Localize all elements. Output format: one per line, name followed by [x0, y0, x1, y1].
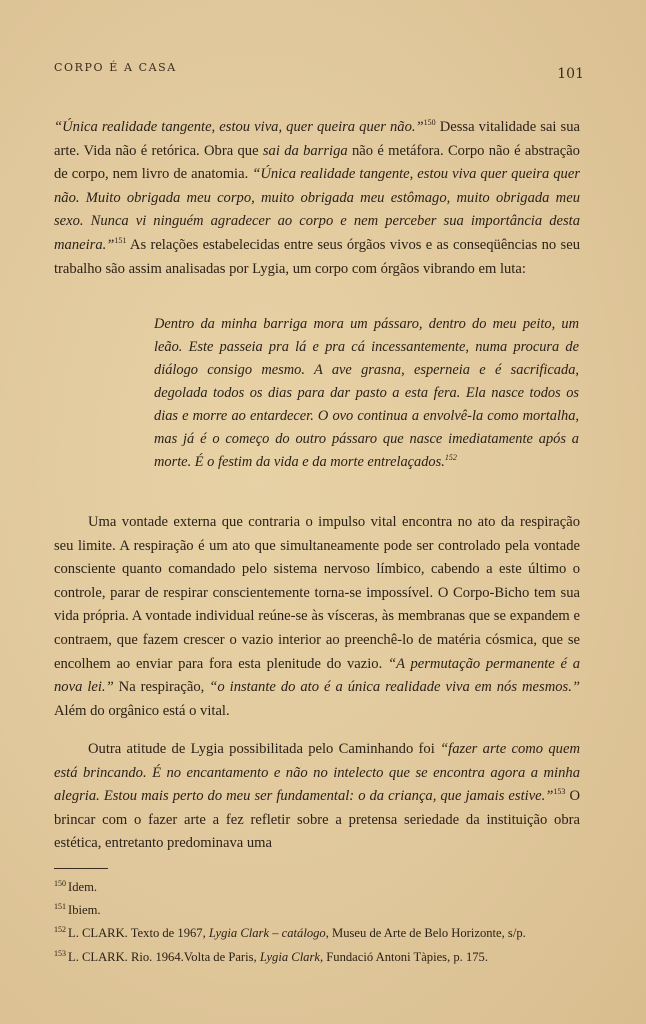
footnote-text: , Museu de Arte de Belo Horizonte, s/p.: [325, 926, 526, 941]
running-header: CORPO É A CASA: [54, 61, 177, 74]
paragraph-2: [54, 511, 580, 723]
footnote: [54, 897, 580, 920]
footnote-ref[interactable]: 151: [114, 236, 127, 246]
footnote-number: 153: [54, 948, 66, 958]
body-text: Na respiração,: [113, 679, 210, 696]
footnote-text: L. CLARK. Texto de 1967,: [68, 926, 209, 941]
footnotes: [54, 874, 580, 967]
footnote: [54, 874, 580, 897]
page-number: 101: [557, 66, 584, 82]
paragraph-1: [54, 116, 580, 281]
quote: “A permutação permanente é a nova lei.”: [54, 655, 581, 696]
footnote-title: Lygia Clark – catálogo: [208, 926, 326, 941]
body-text: Além do orgânico está o vital.: [54, 702, 230, 719]
quote: “Única realidade tangente, estou viva quer queira quer não. Muito obrigada meu corpo, muito obrigada meu estômago, muito obrigada meu sexo. Nunca vi ninguém agradecer ao corpo e nem perceber sua importância desta maneira.”: [54, 166, 580, 253]
footnote: [54, 944, 580, 967]
quote: “o instante do ato é a única realidade viva em nós mesmos.”: [209, 679, 580, 696]
footnote-ref[interactable]: 150: [423, 118, 436, 128]
body-text: O brincar com o fazer arte a fez refletir sobre a pretensa seriedade da instituição obra estética, entretanto predominava uma: [54, 788, 580, 852]
footnote-text: Ibiem.: [68, 903, 101, 918]
body-text: Uma vontade externa que contraria o impulso vital encontra no ato da respiração seu limite. A respiração é um ato que simultaneamente pode ser controlado pela vontade consciente quanto comandado pelo sistema nervoso límbico, cabendo a este último o controle, parar de respirar conscientemente torna-se impossível. O Corpo-Bicho tem sua vida própria. A vontade individual reúne-se às vísceras, às membranas que se expandem e contraem, que fazem crescer o vazio interior ao preenchê-lo de matéria cósmica, que se encolhem ao enviar para fora esta plenitude do vazio.: [54, 514, 580, 672]
body-text: Outra atitude de Lygia possibilitada pelo Caminhando foi: [88, 741, 441, 757]
body-text: Dessa vitalidade sai sua arte. Vida não é retórica. Obra que: [54, 119, 580, 159]
footnote-ref[interactable]: 153: [553, 787, 566, 797]
block-quote: [154, 313, 579, 474]
footnote-text: L. CLARK. Rio. 1964.Volta de Paris,: [68, 949, 260, 964]
paragraph-3: [54, 738, 580, 856]
footnote-number: 151: [54, 902, 66, 912]
body-text: não é metáfora. Corpo não é abstração de corpo, nem livro de anatomia.: [54, 142, 580, 183]
footnote-title: Lygia Clark: [259, 949, 320, 964]
emphasis: sai da barriga: [262, 142, 348, 159]
block-quote-text: Dentro da minha barriga mora um pássaro, dentro do meu peito, um leão. Este passeia pra lá e pra cá incessantemente, numa procura de diálogo consigo mesmo. A ave grasna, esperneia e é sacrificada, degolada todos os dias para dar pasto a esta fera. Ela nasce todos os dias e morre ao entardecer. O ovo continua a envolvê-la como mortalha, mas já é o começo do outro pássaro que nasce imediatamente após a morte. É o festim da vida e da morte entrelaçados.: [154, 316, 579, 470]
footnote: [54, 920, 580, 943]
footnote-ref[interactable]: 152: [444, 453, 457, 463]
quote: “Única realidade tangente, estou viva, quer queira quer não.”: [54, 119, 424, 135]
footnote-separator: [54, 868, 108, 869]
quote: “fazer arte como quem está brincando. É no encantamento e não no intelecto que se encontra agora a minha alegria. Estou mais perto do meu ser fundamental: o da criança, que jamais estive.”: [54, 741, 581, 805]
footnote-text: , Fundació Antoni Tàpies, p. 175.: [319, 949, 489, 964]
footnote-number: 150: [54, 879, 66, 888]
footnote-text: Idem.: [68, 880, 98, 895]
body-text: As relações estabelecidas entre seus órgãos vivos e as conseqüências no seu trabalho são assim analisadas por Lygia, um corpo com órgãos vibrando em luta:: [54, 236, 580, 277]
footnote-number: 152: [54, 925, 66, 935]
